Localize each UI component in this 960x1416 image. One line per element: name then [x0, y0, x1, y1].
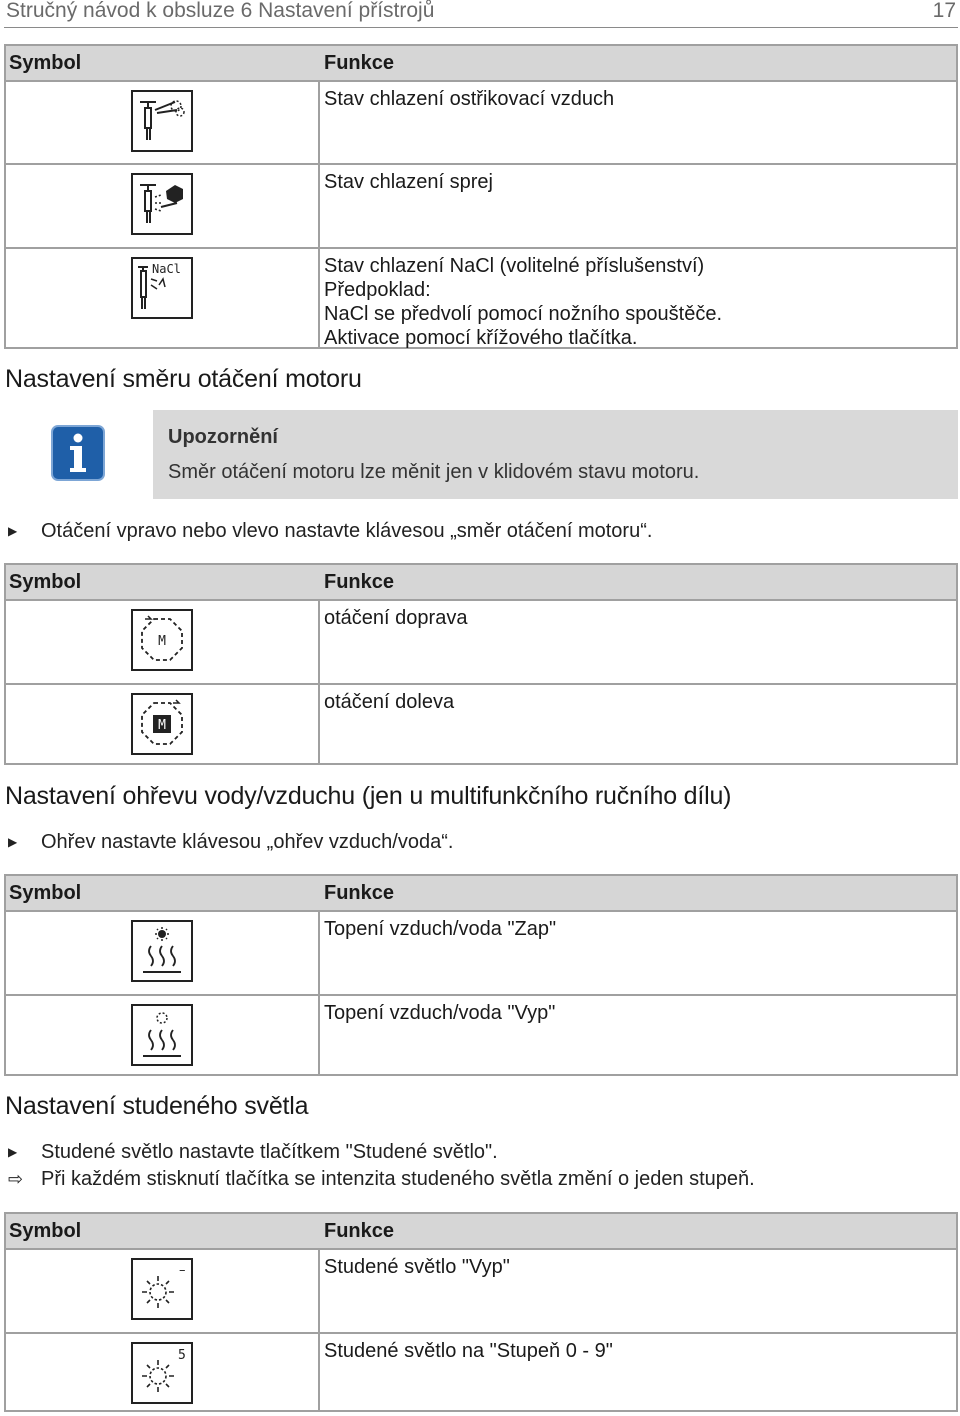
- table-row: [6, 996, 956, 1078]
- table-header: [6, 876, 956, 912]
- motor-rotation-left-icon: [131, 693, 193, 755]
- heating-on-icon: [131, 920, 193, 982]
- coolant-spray-icon: [131, 173, 193, 235]
- cooling-symbol-table: [4, 44, 958, 349]
- instruction-text: Ohřev nastavte klávesou „ohřev vzduch/voda“.: [41, 831, 454, 853]
- result-arrow-icon: ⇨: [8, 1169, 24, 1189]
- table-row: [6, 1334, 956, 1416]
- instruction-text: Studené světlo nastavte tlačítkem "Studené světlo".: [41, 1141, 498, 1163]
- table-header: [6, 46, 956, 82]
- section-heading-cold-light: Nastavení studeného světla: [5, 1092, 309, 1120]
- cold-light-level-icon: [131, 1342, 193, 1404]
- motor-icon-text: M: [158, 718, 166, 733]
- coolant-spray-air-icon: [131, 90, 193, 152]
- table-row: [6, 685, 956, 767]
- table-header: [6, 1214, 956, 1250]
- table-row: [6, 82, 956, 165]
- bullet-triangle-icon: ▶: [8, 835, 18, 849]
- symbol-column-header: Symbol: [9, 52, 82, 74]
- result-text: Při každém stisknutí tlačítka se intenzita studeného světla změní o jeden stupeň.: [41, 1168, 755, 1190]
- symbol-column-header: Symbol: [9, 1220, 82, 1242]
- coolant-nacl-icon: [131, 257, 193, 319]
- function-text: otáčení doprava: [324, 607, 468, 629]
- table-row: [6, 165, 956, 249]
- cold-light-off-icon: [131, 1258, 193, 1320]
- table-row: [6, 912, 956, 996]
- symbol-column-header: Symbol: [9, 571, 82, 593]
- section-heading-motor: Nastavení směru otáčení motoru: [5, 365, 362, 393]
- heating-symbol-table: [4, 874, 958, 1076]
- function-column-header: Funkce: [324, 571, 395, 593]
- page-header: [4, 0, 958, 28]
- function-text: Stav chlazení sprej: [324, 171, 493, 193]
- symbol-column-header: Symbol: [9, 882, 82, 904]
- table-header: [6, 565, 956, 601]
- result-cold-light: [8, 1168, 755, 1191]
- heating-off-icon: [131, 1004, 193, 1066]
- function-text: [324, 254, 722, 350]
- function-text: otáčení doleva: [324, 691, 455, 713]
- nacl-icon-text: NaCl: [152, 262, 181, 276]
- bullet-triangle-icon: ▶: [8, 1145, 18, 1159]
- function-text: Studené světlo "Vyp": [324, 1256, 510, 1278]
- motor-rotation-right-icon: [131, 609, 193, 671]
- instruction-motor: [8, 520, 652, 543]
- instruction-cold-light: [8, 1141, 498, 1164]
- function-line: Předpoklad:: [324, 279, 431, 301]
- function-column-header: Funkce: [324, 1220, 395, 1242]
- instruction-heating: [8, 831, 453, 854]
- table-row: [6, 249, 956, 349]
- note-box: [153, 410, 958, 499]
- cold-light-symbol-table: [4, 1212, 958, 1412]
- section-heading-heating: Nastavení ohřevu vody/vzduchu (jen u multifunkčního ručního dílu): [5, 782, 732, 810]
- function-text: Stav chlazení ostřikovací vzduch: [324, 88, 615, 110]
- function-line: Stav chlazení NaCl (volitelné příslušenství): [324, 255, 705, 277]
- cold-light-icon-text: 5: [178, 1348, 186, 1363]
- cold-light-icon-text: –: [179, 1263, 186, 1278]
- note-body: Směr otáčení motoru lze měnit jen v klidovém stavu motoru.: [168, 461, 700, 483]
- function-text: Topení vzduch/voda "Zap": [324, 918, 557, 940]
- function-line: Aktivace pomocí křížového tlačítka.: [324, 327, 638, 349]
- bullet-triangle-icon: ▶: [8, 524, 18, 538]
- function-line: NaCl se předvolí pomocí nožního spouštěče.: [324, 303, 722, 325]
- note-title: Upozornění: [168, 426, 278, 448]
- table-row: [6, 1250, 956, 1334]
- info-icon: [50, 424, 106, 482]
- function-text: Topení vzduch/voda "Vyp": [324, 1002, 556, 1024]
- motor-icon-text: M: [158, 634, 166, 649]
- table-row: [6, 601, 956, 685]
- function-text: Studené světlo na "Stupeň 0 - 9": [324, 1340, 613, 1362]
- instruction-text: Otáčení vpravo nebo vlevo nastavte klávesou „směr otáčení motoru“.: [41, 520, 653, 542]
- function-column-header: Funkce: [324, 52, 395, 74]
- function-column-header: Funkce: [324, 882, 395, 904]
- page-title: Stručný návod k obsluze 6 Nastavení přístrojů: [6, 0, 435, 22]
- page-number: 17: [932, 0, 956, 22]
- motor-symbol-table: [4, 563, 958, 765]
